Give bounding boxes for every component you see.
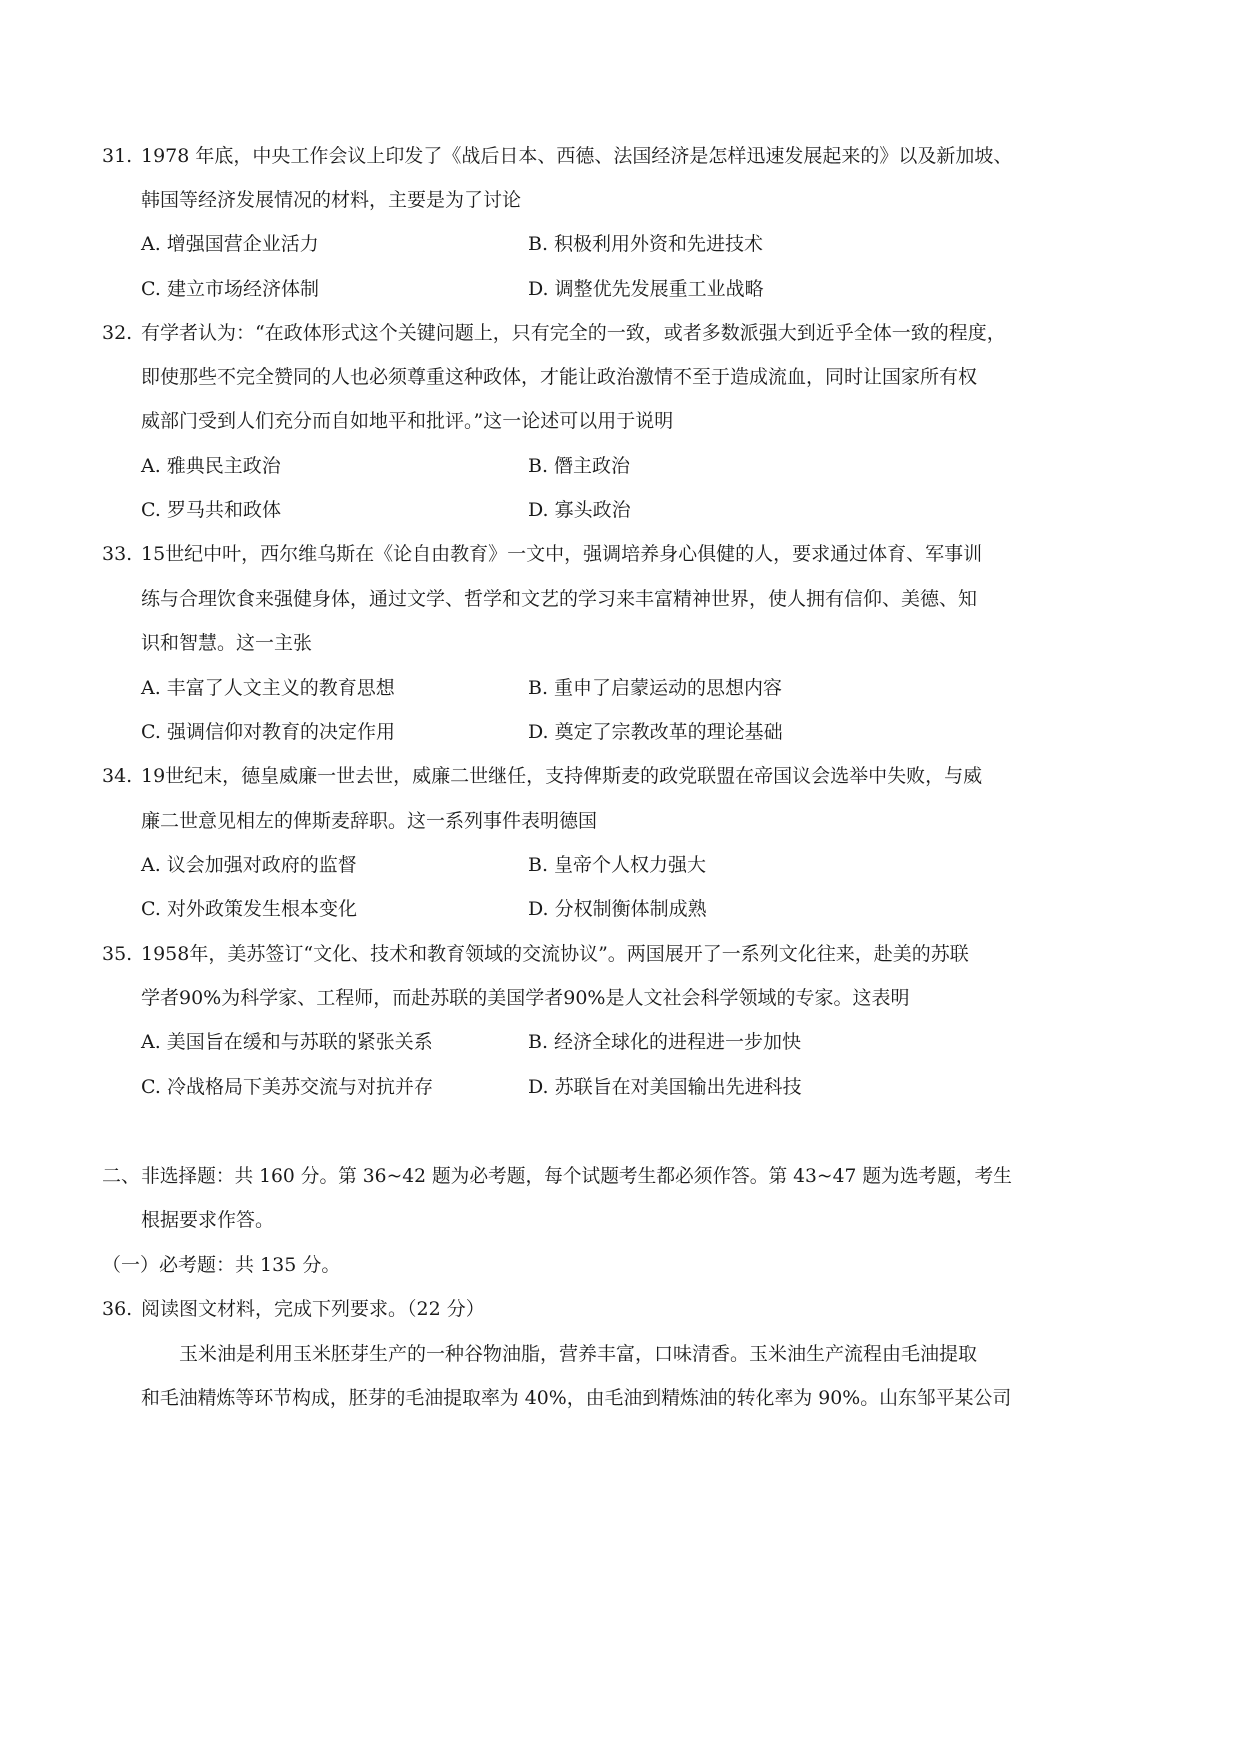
option-b: B. 经济全球化的进程进一步加快: [528, 1031, 802, 1053]
question-number: 32.: [102, 322, 133, 344]
option-c: C. 罗马共和政体: [141, 499, 281, 521]
option-c: C. 冷战格局下美苏交流与对抗并存: [141, 1076, 433, 1098]
option-d: D. 奠定了宗教改革的理论基础: [528, 721, 783, 743]
question-text: 15世纪中叶，西尔维乌斯在《论自由教育》一文中，强调培养身心俱健的人，要求通过体育、军事训: [141, 543, 983, 565]
option-b: B. 皇帝个人权力强大: [528, 854, 707, 876]
question-text: 廉二世意见相左的俾斯麦辞职。这一系列事件表明德国: [141, 810, 598, 832]
question-number: 36.: [102, 1298, 133, 1320]
option-a: A. 丰富了人文主义的教育思想: [141, 677, 395, 699]
question-text: 练与合理饮食来强健身体，通过文学、哲学和文艺的学习来丰富精神世界，使人拥有信仰、美德、知: [141, 588, 978, 610]
question-text: 1958年，美苏签订“文化、技术和教育领域的交流协议”。两国展开了一系列文化往来，赴美的苏联: [141, 943, 969, 965]
option-a: A. 议会加强对政府的监督: [141, 854, 357, 876]
option-a: A. 美国旨在缓和与苏联的紧张关系: [141, 1031, 433, 1053]
section-text: 根据要求作答。: [141, 1209, 275, 1231]
question-text: 1978 年底，中央工作会议上印发了《战后日本、西德、法国经济是怎样迅速发展起来的》以及新加坡、: [141, 145, 1013, 167]
option-a: A. 雅典民主政治: [141, 455, 281, 477]
material-text: 玉米油是利用玉米胚芽生产的一种谷物油脂，营养丰富，口味清香。玉米油生产流程由毛油提取: [179, 1343, 978, 1365]
question-text: 威部门受到人们充分而自如地平和批评。”这一论述可以用于说明: [141, 410, 674, 432]
section-number: 二、: [102, 1165, 141, 1187]
question-title: 阅读图文材料，完成下列要求。（22 分）: [141, 1298, 485, 1320]
subsection-heading: （一）必考题：共 135 分。: [102, 1254, 341, 1276]
question-text: 即使那些不完全赞同的人也必须尊重这种政体，才能让政治激情不至于造成流血，同时让国家所有权: [141, 366, 978, 388]
question-text: 识和智慧。这一主张: [141, 632, 313, 654]
question-number: 34.: [102, 765, 133, 787]
option-c: C. 对外政策发生根本变化: [141, 898, 357, 920]
question-number: 33.: [102, 543, 133, 565]
option-c: C. 建立市场经济体制: [141, 278, 319, 300]
option-d: D. 调整优先发展重工业战略: [528, 278, 764, 300]
question-text: 韩国等经济发展情况的材料，主要是为了讨论: [141, 189, 522, 211]
option-d: D. 分权制衡体制成熟: [528, 898, 707, 920]
option-a: A. 增强国营企业活力: [141, 233, 319, 255]
question-text: 学者90%为科学家、工程师，而赴苏联的美国学者90%是人文社会科学领域的专家。这表明: [141, 987, 910, 1009]
option-c: C. 强调信仰对教育的决定作用: [141, 721, 395, 743]
section-text: 非选择题：共 160 分。第 36~42 题为必考题，每个试题考生都必须作答。第 43~47 题为选考题，考生: [141, 1165, 1012, 1187]
question-text: 有学者认为：“在政体形式这个关键问题上，只有完全的一致，或者多数派强大到近乎全体一致的程度，: [141, 322, 1006, 344]
question-number: 31.: [102, 145, 133, 167]
option-b: B. 僭主政治: [528, 455, 631, 477]
question-text: 19世纪末，德皇威廉一世去世，威廉二世继任，支持俾斯麦的政党联盟在帝国议会选举中失败，与威: [141, 765, 983, 787]
question-number: 35.: [102, 943, 133, 965]
material-text: 和毛油精炼等环节构成，胚芽的毛油提取率为 40%，由毛油到精炼油的转化率为 90%。山东邹平某公司: [141, 1387, 1012, 1409]
option-b: B. 积极利用外资和先进技术: [528, 233, 764, 255]
option-b: B. 重申了启蒙运动的思想内容: [528, 677, 783, 699]
option-d: D. 寡头政治: [528, 499, 631, 521]
option-d: D. 苏联旨在对美国输出先进科技: [528, 1076, 802, 1098]
